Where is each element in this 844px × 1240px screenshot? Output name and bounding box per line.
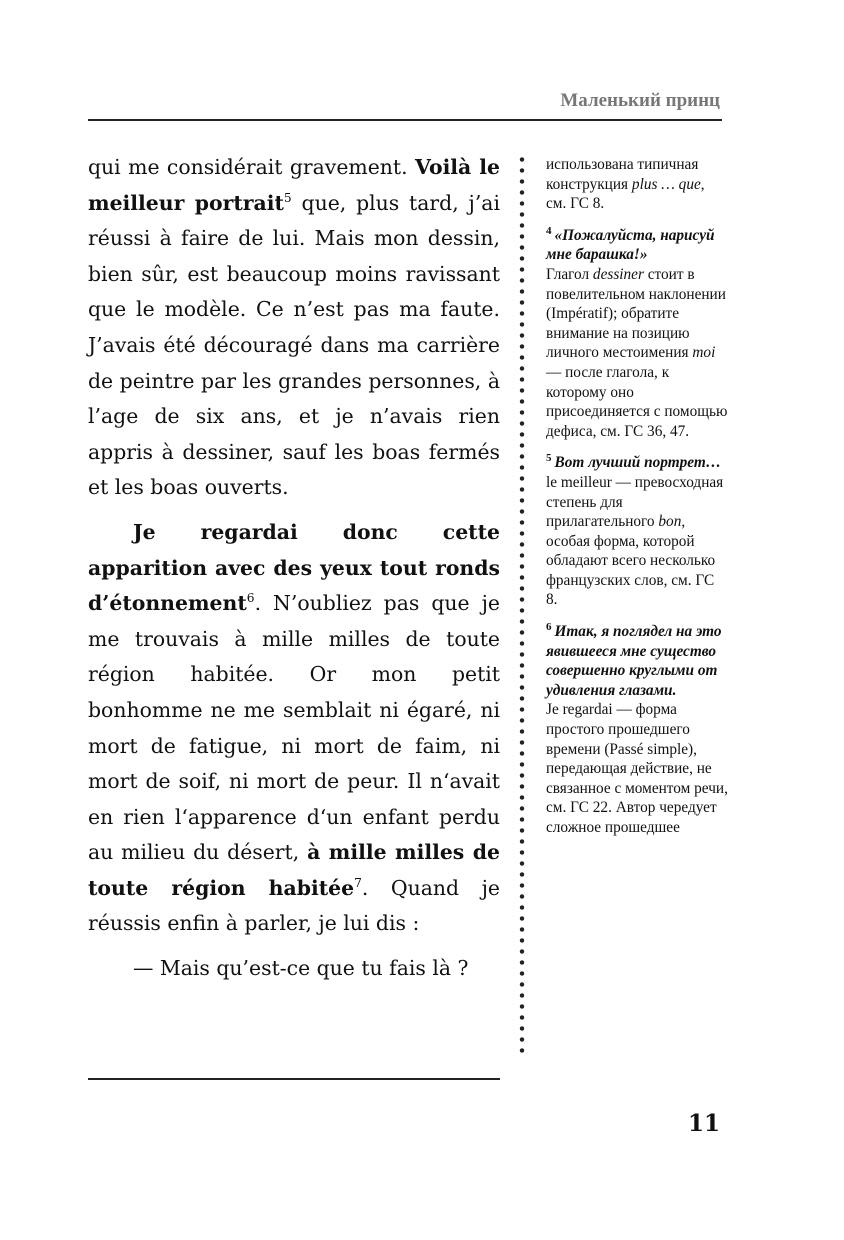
footnote-ref-7: 7 [354,876,362,891]
dotted-column-divider [519,154,525,1059]
footnote-ref-5: 5 [283,190,292,205]
footnote-ref-6: 6 [246,591,255,606]
note-6-heading: $^6$ Итак, я поглядел на это явившееся мне существо совершенно круглыми от удивления глазами. [546,620,722,699]
main-text-column [88,150,500,987]
paragraph-2-text-c2: . Quand je réussis enfin à parler, je lui dis : [88,875,500,936]
bold-phrase-apparition: Je regardai donc cette apparition avec des yeux tout ronds d’étonnement [88,519,500,616]
paragraph-3-dialogue: — Mais qu’est-ce que tu fais là ? [133,956,469,981]
paragraph-2 [88,515,500,942]
note-6: $^6$ Итак, я поглядел на это явившееся мне существо совершенно круглыми от удивления глазами. Je regardai — форма простого прошедшего времени (Passé simple), передающая действие, не связанное с моментом речи, см. ГС 22. Автор чередует сложное прошедшее [546,620,728,836]
bold-phrase-mille-milles: à mille milles de toute région habitée [88,840,500,900]
notes-column [546,155,728,850]
note-4-number: 4 [546,224,552,237]
paragraph-1 [88,150,500,506]
note-5-heading: $^5$ Вот лучший портрет… [546,452,722,472]
note-6-number: 6 [546,620,552,633]
page-number: 11 [687,1110,720,1137]
note-continued: использована типичная конструкция plus … que, см. ГС 8. [546,156,705,213]
paragraph-2-text-c1: . N’oubliez pas que je me trouvais à mille milles de toute région habitée. Or mon petit bonhomme ne me semblait ni égaré, ni mort de fatigue, ni mort de faim, ni mort de soif, ni mort de peur. Il n‘avait en rien l‘apparence d‘un enfant perdu au milieu du désert, [88,591,500,865]
note-5: $^5$ Вот лучший портрет… le meilleur — превосходная степень для прилагательного bon, особая форма, которой обладают всего несколько французских слов, см. ГС 8. [546,453,728,610]
bold-phrase-portrait: Voilà le meilleur portrait [88,155,501,215]
paragraph-1-text-c: que, plus tard, j’ai réussi à faire de lui. Mais mon dessin, bien sûr, est beaucoup moins ravissant que le modèle. Ce n’est pas ma faute. J’avais été découragé dans ma carrière de peintre par les grandes personnes, à l’age de six ans, et je n’avais rien appris à dessiner, sauf les boas fermés et les boas ouverts. [88,190,500,500]
paragraph-1-text-a: qui me considérait gravement. [88,155,416,179]
running-header-title: Маленький принц [560,90,720,111]
note-4-heading: $^4$ «Пожалуйста, нарисуй мне барашка!» [546,224,715,264]
note-5-number: 5 [546,452,552,465]
header-rule [88,119,722,121]
bottom-rule [88,1078,500,1080]
note-4: $^4$ «Пожалуйста, нарисуй мне барашка!» Глагол dessiner стоит в повелительном наклонении (Impératif); обратите внимание на позицию личного местоимения moi — после глагола, к которому оно присоединяется с помощью дефиса, см. ГС 36, 47. [546,224,728,440]
